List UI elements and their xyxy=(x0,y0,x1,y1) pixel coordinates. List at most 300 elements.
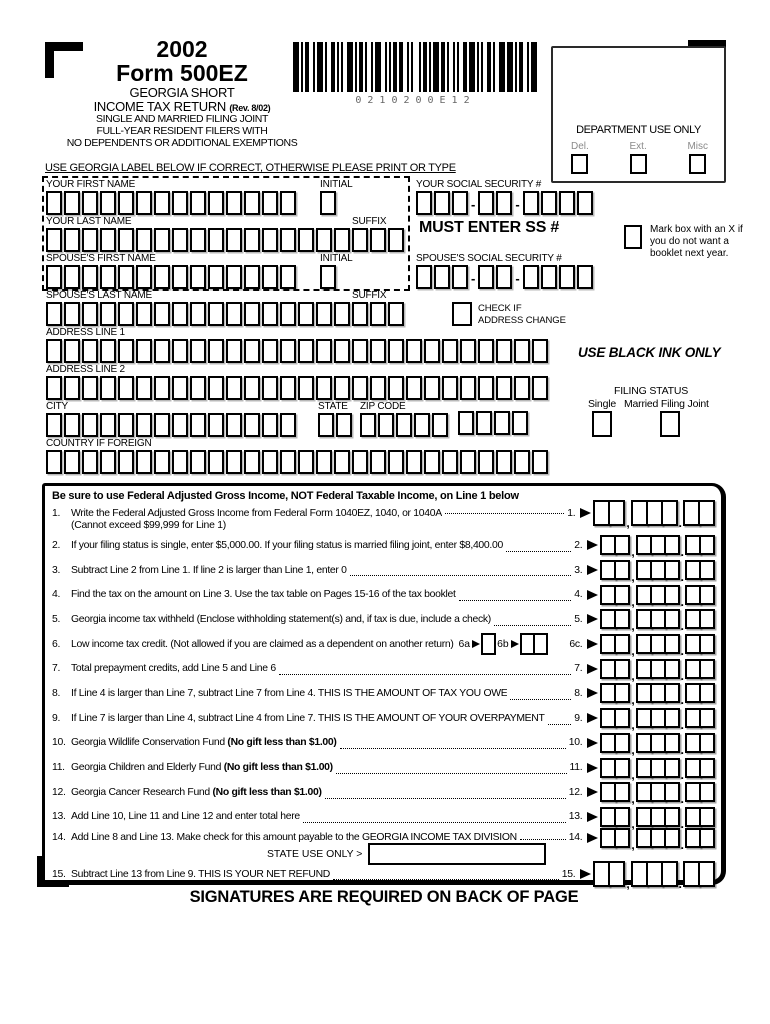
character-box[interactable] xyxy=(442,450,458,474)
character-box[interactable] xyxy=(496,450,512,474)
character-box[interactable] xyxy=(460,376,476,400)
dotted-leader xyxy=(333,879,559,880)
character-box[interactable] xyxy=(316,302,332,326)
character-box[interactable] xyxy=(244,265,260,289)
amount-cell[interactable] xyxy=(614,758,630,778)
dept-misc-checkbox[interactable] xyxy=(689,154,706,174)
character-box[interactable] xyxy=(442,339,458,363)
character-box[interactable] xyxy=(118,265,134,289)
character-box[interactable] xyxy=(532,450,548,474)
character-box[interactable] xyxy=(370,450,386,474)
line-end-number: 7. xyxy=(574,663,583,675)
character-box[interactable] xyxy=(118,339,134,363)
character-box[interactable] xyxy=(64,339,80,363)
character-box[interactable] xyxy=(244,191,260,215)
character-box[interactable] xyxy=(100,265,116,289)
country-field xyxy=(46,438,550,474)
line-item-3 xyxy=(52,558,715,583)
address-line2-label: ADDRESS LINE 2 xyxy=(46,364,125,375)
character-box[interactable] xyxy=(406,339,422,363)
your-first-name-boxes[interactable] xyxy=(46,191,298,215)
character-box[interactable] xyxy=(64,450,80,474)
amount-cell[interactable] xyxy=(699,733,715,753)
amount-cell[interactable] xyxy=(664,828,680,848)
character-box[interactable] xyxy=(496,191,512,215)
no-booklet-checkbox[interactable] xyxy=(624,225,642,249)
character-box[interactable] xyxy=(136,228,152,252)
character-box[interactable] xyxy=(512,411,528,435)
character-box[interactable] xyxy=(154,302,170,326)
character-box[interactable] xyxy=(82,376,98,400)
state-boxes[interactable] xyxy=(318,413,354,437)
character-box[interactable] xyxy=(280,450,296,474)
amount-arrow-icon xyxy=(587,812,598,822)
character-box[interactable] xyxy=(100,228,116,252)
character-box[interactable] xyxy=(82,191,98,215)
character-box[interactable] xyxy=(190,191,206,215)
character-box[interactable] xyxy=(318,413,334,437)
line6a-box[interactable] xyxy=(481,633,496,655)
character-box[interactable] xyxy=(64,265,80,289)
header-filing-line: SINGLE AND MARRIED FILING JOINT xyxy=(96,113,268,126)
character-box[interactable] xyxy=(280,265,296,289)
line-item-4 xyxy=(52,582,715,607)
character-box[interactable] xyxy=(82,450,98,474)
character-box[interactable] xyxy=(46,339,62,363)
character-box[interactable] xyxy=(244,302,260,326)
character-box[interactable] xyxy=(424,339,440,363)
amount-arrow-icon xyxy=(587,763,598,773)
amount-cell[interactable] xyxy=(699,659,715,679)
address-line1-field xyxy=(46,327,550,363)
character-box[interactable] xyxy=(100,413,116,437)
character-box[interactable] xyxy=(532,339,548,363)
character-box[interactable] xyxy=(226,265,242,289)
character-box[interactable] xyxy=(244,413,260,437)
character-box[interactable] xyxy=(432,413,448,437)
amount-cell[interactable] xyxy=(664,782,680,802)
character-box[interactable] xyxy=(244,228,260,252)
amount-cell[interactable] xyxy=(664,683,680,703)
character-box[interactable] xyxy=(154,413,170,437)
character-box[interactable] xyxy=(280,302,296,326)
character-box[interactable] xyxy=(226,302,242,326)
character-box[interactable] xyxy=(514,339,530,363)
character-box[interactable] xyxy=(190,413,206,437)
amount-cell[interactable] xyxy=(614,708,630,728)
amount-cell[interactable] xyxy=(664,807,680,827)
character-box[interactable] xyxy=(378,413,394,437)
your-suffix-label: SUFFIX xyxy=(352,216,387,227)
character-box[interactable] xyxy=(100,302,116,326)
character-box[interactable] xyxy=(100,376,116,400)
character-box[interactable] xyxy=(514,450,530,474)
amount-cell[interactable] xyxy=(664,758,680,778)
amount-cell[interactable] xyxy=(614,683,630,703)
character-box[interactable] xyxy=(388,376,404,400)
character-box[interactable] xyxy=(388,302,404,326)
your-ssn-boxes[interactable] xyxy=(416,191,595,215)
character-box[interactable] xyxy=(208,339,224,363)
character-box[interactable] xyxy=(478,450,494,474)
character-box[interactable] xyxy=(82,265,98,289)
line-number: 6. xyxy=(52,638,61,650)
amount-arrow-icon xyxy=(587,590,598,600)
character-box[interactable] xyxy=(334,228,350,252)
character-box[interactable] xyxy=(244,339,260,363)
character-box[interactable] xyxy=(118,302,134,326)
character-box[interactable] xyxy=(262,228,278,252)
character-box[interactable] xyxy=(280,191,296,215)
line-text: Low income tax credit. (Not allowed if you are claimed as a dependent on another return) xyxy=(71,638,454,650)
amount-cell[interactable] xyxy=(699,560,715,580)
amount-cell[interactable] xyxy=(699,585,715,605)
character-box[interactable] xyxy=(334,339,350,363)
dept-misc-field xyxy=(687,141,708,174)
character-box[interactable] xyxy=(316,228,332,252)
character-box[interactable] xyxy=(316,339,332,363)
character-box[interactable] xyxy=(190,265,206,289)
character-box[interactable] xyxy=(190,339,206,363)
character-box[interactable] xyxy=(172,191,188,215)
character-box[interactable] xyxy=(370,302,386,326)
character-box[interactable] xyxy=(46,228,62,252)
character-box[interactable] xyxy=(244,376,260,400)
character-box[interactable] xyxy=(136,413,152,437)
zip-field xyxy=(360,401,450,437)
your-initial-box[interactable] xyxy=(320,191,353,215)
character-box[interactable] xyxy=(559,265,575,289)
character-box[interactable] xyxy=(320,265,336,289)
character-box[interactable] xyxy=(298,450,314,474)
character-box[interactable] xyxy=(118,228,134,252)
character-box[interactable] xyxy=(452,191,468,215)
character-box[interactable] xyxy=(406,450,422,474)
amount-cell[interactable] xyxy=(664,585,680,605)
character-box[interactable] xyxy=(226,228,242,252)
dept-ext-label: Ext. xyxy=(629,141,647,152)
character-box[interactable] xyxy=(46,450,62,474)
character-box[interactable] xyxy=(172,339,188,363)
character-box[interactable] xyxy=(190,228,206,252)
address-change-checkbox[interactable] xyxy=(452,302,472,326)
line-text: If Line 4 is larger than Line 7, subtract Line 7 from Line 4. THIS IS THE AMOUNT OF TAX YOU OWE xyxy=(71,687,508,699)
character-box[interactable] xyxy=(514,376,530,400)
line-end-number: 6c. xyxy=(569,638,583,650)
character-box[interactable] xyxy=(336,413,352,437)
line-number: 2. xyxy=(52,539,61,551)
character-box[interactable] xyxy=(190,450,206,474)
amount-boxes-line-8: , . xyxy=(582,683,715,703)
character-box[interactable] xyxy=(424,376,440,400)
amount-cell[interactable] xyxy=(699,708,715,728)
character-box[interactable] xyxy=(226,376,242,400)
character-box[interactable] xyxy=(434,191,450,215)
character-box[interactable] xyxy=(46,191,62,215)
character-box[interactable] xyxy=(172,265,188,289)
character-box[interactable] xyxy=(46,265,62,289)
character-box[interactable] xyxy=(118,191,134,215)
character-box[interactable] xyxy=(396,413,412,437)
character-box[interactable] xyxy=(154,265,170,289)
character-box[interactable] xyxy=(460,450,476,474)
character-box[interactable] xyxy=(416,265,432,289)
character-box[interactable] xyxy=(388,228,404,252)
character-box[interactable] xyxy=(154,376,170,400)
character-box[interactable] xyxy=(280,339,296,363)
character-box[interactable] xyxy=(208,228,224,252)
character-box[interactable] xyxy=(360,413,376,437)
amount-cell[interactable] xyxy=(699,634,715,654)
character-box[interactable] xyxy=(154,191,170,215)
amount-cell[interactable] xyxy=(699,758,715,778)
amount-boxes-line-9: , . xyxy=(582,708,715,728)
character-box[interactable] xyxy=(523,191,539,215)
character-box[interactable] xyxy=(320,191,336,215)
amount-cell[interactable] xyxy=(614,733,630,753)
amount-boxes-line-12: , . xyxy=(582,782,715,802)
character-box[interactable] xyxy=(298,228,314,252)
line-text: Write the Federal Adjusted Gross Income from Federal Form 1040EZ, 1040, or 1040A xyxy=(71,507,442,519)
character-box[interactable] xyxy=(64,228,80,252)
character-box[interactable] xyxy=(136,339,152,363)
amount-cell[interactable] xyxy=(699,782,715,802)
character-box[interactable] xyxy=(262,302,278,326)
character-box[interactable] xyxy=(154,228,170,252)
character-box[interactable] xyxy=(434,265,450,289)
amount-cell[interactable] xyxy=(664,733,680,753)
amount-arrow-icon xyxy=(587,833,598,843)
address-line2-boxes[interactable] xyxy=(46,376,550,400)
character-box[interactable] xyxy=(64,376,80,400)
character-box[interactable] xyxy=(452,265,468,289)
character-box[interactable] xyxy=(262,413,278,437)
character-box[interactable] xyxy=(172,413,188,437)
character-box[interactable] xyxy=(82,228,98,252)
character-box[interactable] xyxy=(352,302,368,326)
amount-cell[interactable] xyxy=(608,861,625,887)
amount-cell[interactable] xyxy=(614,807,630,827)
spouse-last-name-boxes[interactable] xyxy=(46,302,352,326)
character-box[interactable] xyxy=(352,228,368,252)
amount-cell[interactable] xyxy=(699,683,715,703)
character-box[interactable] xyxy=(442,376,458,400)
character-box[interactable] xyxy=(226,413,242,437)
character-box[interactable] xyxy=(388,339,404,363)
character-box[interactable] xyxy=(416,191,432,215)
character-box[interactable] xyxy=(226,191,242,215)
your-last-name-boxes[interactable] xyxy=(46,228,352,252)
filing-status-married-checkbox[interactable] xyxy=(660,411,680,437)
character-box[interactable] xyxy=(208,191,224,215)
character-box[interactable] xyxy=(136,450,152,474)
character-box[interactable] xyxy=(100,191,116,215)
character-box[interactable] xyxy=(559,191,575,215)
character-box[interactable] xyxy=(82,339,98,363)
character-box[interactable] xyxy=(298,376,314,400)
country-boxes[interactable] xyxy=(46,450,550,474)
amount-cell[interactable] xyxy=(664,609,680,629)
amount-cell[interactable] xyxy=(664,634,680,654)
spouse-last-name-label: SPOUSE'S LAST NAME xyxy=(46,290,152,301)
your-suffix-boxes[interactable] xyxy=(352,228,406,252)
character-box[interactable] xyxy=(262,191,278,215)
character-box[interactable] xyxy=(262,339,278,363)
character-box[interactable] xyxy=(190,302,206,326)
character-box[interactable] xyxy=(494,411,510,435)
character-box[interactable] xyxy=(118,376,134,400)
amount-cell[interactable] xyxy=(699,828,715,848)
character-box[interactable] xyxy=(280,376,296,400)
character-box[interactable] xyxy=(172,228,188,252)
character-box[interactable] xyxy=(577,191,593,215)
character-box[interactable] xyxy=(298,302,314,326)
amount-cell[interactable] xyxy=(614,659,630,679)
character-box[interactable] xyxy=(118,450,134,474)
character-box[interactable] xyxy=(280,228,296,252)
character-box[interactable] xyxy=(154,450,170,474)
character-box[interactable] xyxy=(541,191,557,215)
character-box[interactable] xyxy=(496,265,512,289)
character-box[interactable] xyxy=(370,339,386,363)
dept-del-checkbox[interactable] xyxy=(571,154,588,174)
character-box[interactable] xyxy=(136,191,152,215)
character-box[interactable] xyxy=(352,450,368,474)
amount-cell[interactable] xyxy=(664,708,680,728)
character-box[interactable] xyxy=(352,376,368,400)
character-box[interactable] xyxy=(523,265,539,289)
amount-cell[interactable] xyxy=(614,609,630,629)
character-box[interactable] xyxy=(46,413,62,437)
amount-cell[interactable] xyxy=(614,535,630,555)
amount-cell[interactable] xyxy=(614,560,630,580)
character-box[interactable] xyxy=(496,339,512,363)
character-box[interactable] xyxy=(208,413,224,437)
character-box[interactable] xyxy=(208,265,224,289)
amount-cell[interactable] xyxy=(664,560,680,580)
character-box[interactable] xyxy=(334,376,350,400)
amount-cell[interactable] xyxy=(614,782,630,802)
character-box[interactable] xyxy=(172,376,188,400)
character-box[interactable] xyxy=(136,302,152,326)
character-box[interactable] xyxy=(136,265,152,289)
dept-ext-checkbox[interactable] xyxy=(630,154,647,174)
character-box[interactable] xyxy=(541,265,557,289)
character-box[interactable] xyxy=(262,265,278,289)
character-box[interactable] xyxy=(352,339,368,363)
character-box[interactable] xyxy=(262,376,278,400)
zip-boxes[interactable] xyxy=(360,413,450,437)
character-box[interactable] xyxy=(46,376,62,400)
character-box[interactable] xyxy=(370,376,386,400)
line-number: 8. xyxy=(52,687,61,699)
zip-plus4-boxes[interactable] xyxy=(458,411,530,435)
character-box[interactable] xyxy=(334,450,350,474)
amount-cell[interactable] xyxy=(699,807,715,827)
amount-cell[interactable] xyxy=(699,609,715,629)
character-box[interactable] xyxy=(64,191,80,215)
spouse-suffix-boxes[interactable] xyxy=(352,302,406,326)
spouse-initial-box[interactable] xyxy=(320,265,353,289)
character-box[interactable] xyxy=(190,376,206,400)
amount-cell[interactable] xyxy=(614,585,630,605)
line-item-1 xyxy=(52,504,715,533)
amount-cell[interactable] xyxy=(614,828,630,848)
amount-boxes-line-3: , . xyxy=(582,560,715,580)
character-box[interactable] xyxy=(64,302,80,326)
character-box[interactable] xyxy=(316,450,332,474)
character-box[interactable] xyxy=(577,265,593,289)
spouse-ssn-boxes[interactable] xyxy=(416,265,595,289)
character-box[interactable] xyxy=(226,339,242,363)
low-income-credit-boxes xyxy=(458,633,548,655)
character-box[interactable] xyxy=(172,450,188,474)
character-box[interactable] xyxy=(298,339,314,363)
spouse-first-name-boxes[interactable] xyxy=(46,265,298,289)
line6b-box[interactable] xyxy=(533,633,548,655)
amount-boxes-line-14: , . xyxy=(582,828,715,848)
character-box[interactable] xyxy=(118,413,134,437)
amount-cell[interactable] xyxy=(664,535,680,555)
amount-cell[interactable] xyxy=(664,659,680,679)
character-box[interactable] xyxy=(316,376,332,400)
character-box[interactable] xyxy=(154,339,170,363)
character-box[interactable] xyxy=(388,450,404,474)
character-box[interactable] xyxy=(244,450,260,474)
character-box[interactable] xyxy=(100,450,116,474)
character-box[interactable] xyxy=(370,228,386,252)
character-box[interactable] xyxy=(208,450,224,474)
character-box[interactable] xyxy=(82,302,98,326)
amount-cell[interactable] xyxy=(698,861,715,887)
amount-cell[interactable] xyxy=(614,634,630,654)
character-box[interactable] xyxy=(476,411,492,435)
address-line1-boxes[interactable] xyxy=(46,339,550,363)
character-box[interactable] xyxy=(100,339,116,363)
city-boxes[interactable] xyxy=(46,413,298,437)
character-box[interactable] xyxy=(406,376,422,400)
character-box[interactable] xyxy=(496,376,512,400)
character-box[interactable] xyxy=(226,450,242,474)
character-box[interactable] xyxy=(64,413,80,437)
character-box[interactable] xyxy=(478,265,494,289)
filing-status-single-checkbox[interactable] xyxy=(592,411,612,437)
character-box[interactable] xyxy=(478,339,494,363)
your-first-name-field xyxy=(46,179,298,215)
character-box[interactable] xyxy=(334,302,350,326)
character-box[interactable] xyxy=(280,413,296,437)
character-box[interactable] xyxy=(208,302,224,326)
signatures-note: SIGNATURES ARE REQUIRED ON BACK OF PAGE xyxy=(189,888,579,906)
character-box[interactable] xyxy=(136,376,152,400)
character-box[interactable] xyxy=(458,411,474,435)
character-box[interactable] xyxy=(414,413,430,437)
character-box[interactable] xyxy=(460,339,476,363)
amount-cell[interactable] xyxy=(661,861,678,887)
character-box[interactable] xyxy=(82,413,98,437)
character-box[interactable] xyxy=(478,376,494,400)
character-box[interactable] xyxy=(262,450,278,474)
amount-cell[interactable] xyxy=(699,535,715,555)
character-box[interactable] xyxy=(208,376,224,400)
line-item-9 xyxy=(52,706,715,731)
amount-boxes-line-15: , . xyxy=(575,861,715,887)
character-box[interactable] xyxy=(46,302,62,326)
character-box[interactable] xyxy=(478,191,494,215)
character-box[interactable] xyxy=(424,450,440,474)
character-box[interactable] xyxy=(172,302,188,326)
character-box[interactable] xyxy=(532,376,548,400)
